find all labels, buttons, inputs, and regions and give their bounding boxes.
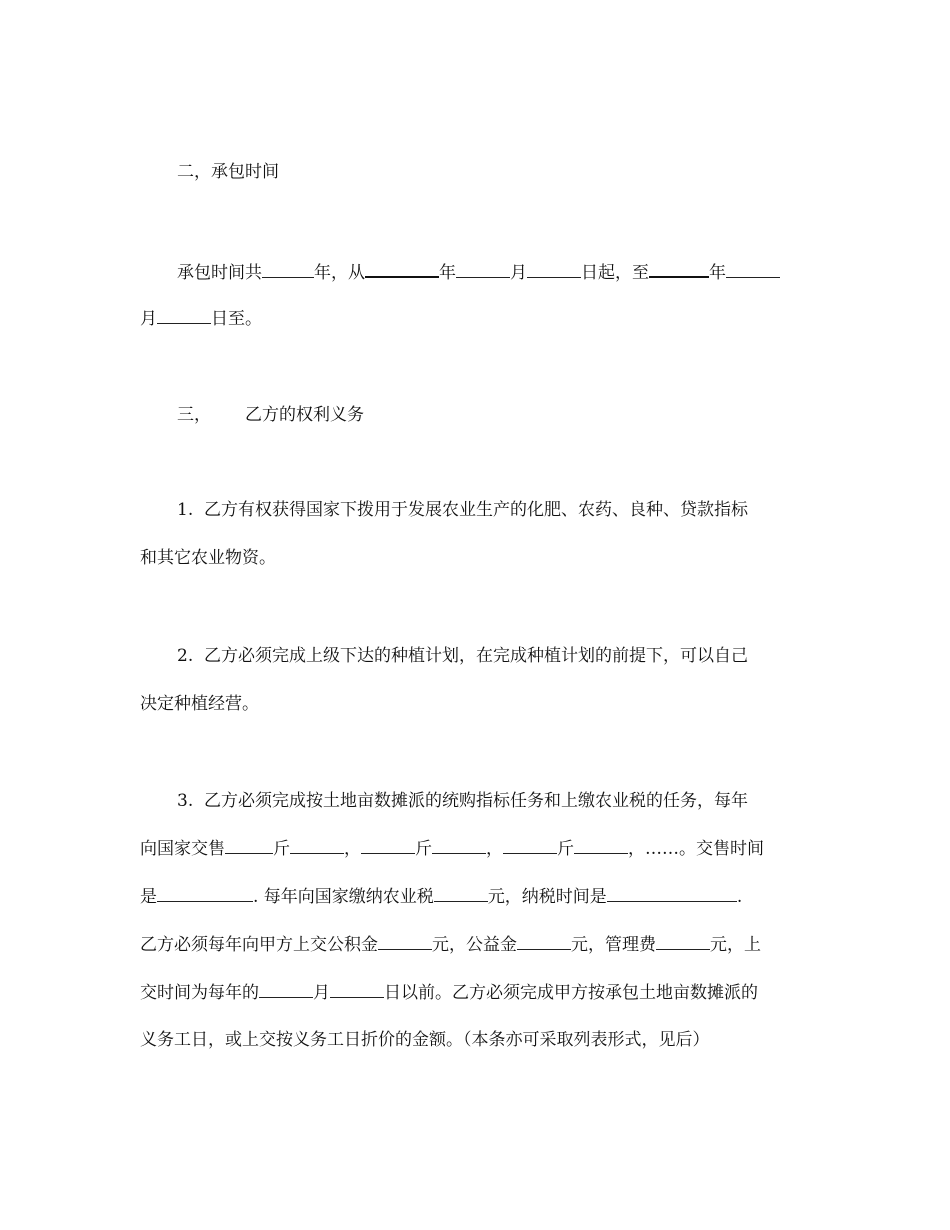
- blank-sale-2-item: [432, 837, 486, 854]
- text-fragment: .: [736, 887, 743, 907]
- text-fragment: 交时间为每年的: [140, 983, 259, 1003]
- text-fragment: 斤: [415, 839, 432, 859]
- text-fragment: 日以前。乙方必须完成甲方按承包土地亩数摊派的: [384, 983, 758, 1003]
- section-2-line-2: [140, 307, 820, 330]
- section-2-line-1: [177, 260, 857, 284]
- text-fragment: 元，上: [710, 935, 761, 955]
- section-3-number: 三，: [177, 405, 211, 425]
- item-1-text: 乙方有权获得国家下拨用于发展农业生产的化肥、农药、良种、贷款指标: [204, 500, 749, 520]
- text-fragment: 斤: [273, 839, 290, 859]
- text-fragment: 乙方必须每年向甲方上交公积金: [140, 935, 378, 955]
- text-fragment: 斤: [557, 839, 574, 859]
- text-fragment: 承包时间共: [177, 263, 262, 283]
- blank-start-day: [527, 261, 581, 278]
- text-fragment: 年，从: [314, 263, 365, 283]
- text-fragment: 是: [140, 887, 157, 907]
- blank-management-fee: [656, 933, 710, 950]
- blank-sale-time: [157, 885, 253, 902]
- text-fragment: . 每年向国家缴纳农业税: [253, 887, 434, 907]
- item-2-number: 2.: [177, 646, 194, 666]
- item-3-line-3: [140, 885, 820, 908]
- blank-pay-month: [259, 981, 313, 998]
- text-fragment: ，: [486, 839, 503, 859]
- item-2-line-1: [177, 645, 857, 667]
- item-1-number: 1.: [177, 500, 194, 520]
- item-3-line-5: [140, 981, 820, 1004]
- blank-sale-2: [361, 837, 415, 854]
- item-1-line-1: [177, 499, 857, 521]
- blank-pay-day: [330, 981, 384, 998]
- blank-years: [262, 261, 314, 278]
- blank-sale-1: [225, 837, 273, 854]
- item-1-line-2: [140, 547, 820, 569]
- text-fragment: 月: [313, 983, 330, 1003]
- item-3-number: 3.: [177, 791, 194, 811]
- item-3-text: 乙方必须完成按土地亩数摊派的统购指标任务和上缴农业税的任务，每年: [204, 791, 749, 811]
- text-fragment: 月: [140, 309, 157, 329]
- text-fragment: 年: [709, 263, 726, 283]
- text-fragment: 年: [439, 263, 456, 283]
- blank-sale-3-item: [574, 837, 628, 854]
- blank-sale-1-item: [290, 837, 344, 854]
- item-2-line-2: [140, 693, 820, 715]
- blank-end-year: [649, 260, 709, 278]
- item-2-text: 乙方必须完成上级下达的种植计划，在完成种植计划的前提下，可以自己: [204, 646, 749, 666]
- item-3-text-end: 义务工日，或上交按义务工日折价的金额。（本条亦可采取列表形式，见后）: [140, 1030, 710, 1050]
- blank-start-year: [365, 260, 439, 278]
- text-fragment: ，: [344, 839, 361, 859]
- section-2-heading: [177, 161, 857, 183]
- item-3-line-4: [140, 933, 820, 956]
- text-fragment: 向国家交售: [140, 839, 225, 859]
- blank-tax-amount: [434, 885, 488, 902]
- item-1-text-cont: 和其它农业物资。: [140, 548, 276, 568]
- item-3-line-6: [140, 1029, 820, 1051]
- blank-end-month: [726, 261, 780, 278]
- text-fragment: 元，管理费: [571, 935, 656, 955]
- text-fragment: 元，纳税时间是: [487, 887, 607, 907]
- text-fragment: 元，公益金: [432, 935, 517, 955]
- blank-start-month: [456, 261, 510, 278]
- text-fragment: 月: [510, 263, 527, 283]
- section-3-heading: [177, 404, 857, 426]
- item-2-text-cont: 决定种植经营。: [140, 694, 259, 714]
- blank-sale-3: [503, 837, 557, 854]
- section-3-title: 乙方的权利义务: [245, 405, 364, 425]
- item-3-line-2: [140, 837, 820, 860]
- text-fragment: 日至。: [211, 309, 262, 329]
- text-fragment: ，……。交售时间: [628, 839, 764, 859]
- text-fragment: 日起，至: [581, 263, 649, 283]
- blank-tax-time: [607, 885, 737, 902]
- blank-accumulation-fund: [378, 933, 432, 950]
- section-2-title: 二，承包时间: [177, 162, 279, 182]
- blank-welfare-fund: [517, 933, 571, 950]
- blank-end-day: [157, 307, 211, 324]
- item-3-line-1: [177, 790, 857, 812]
